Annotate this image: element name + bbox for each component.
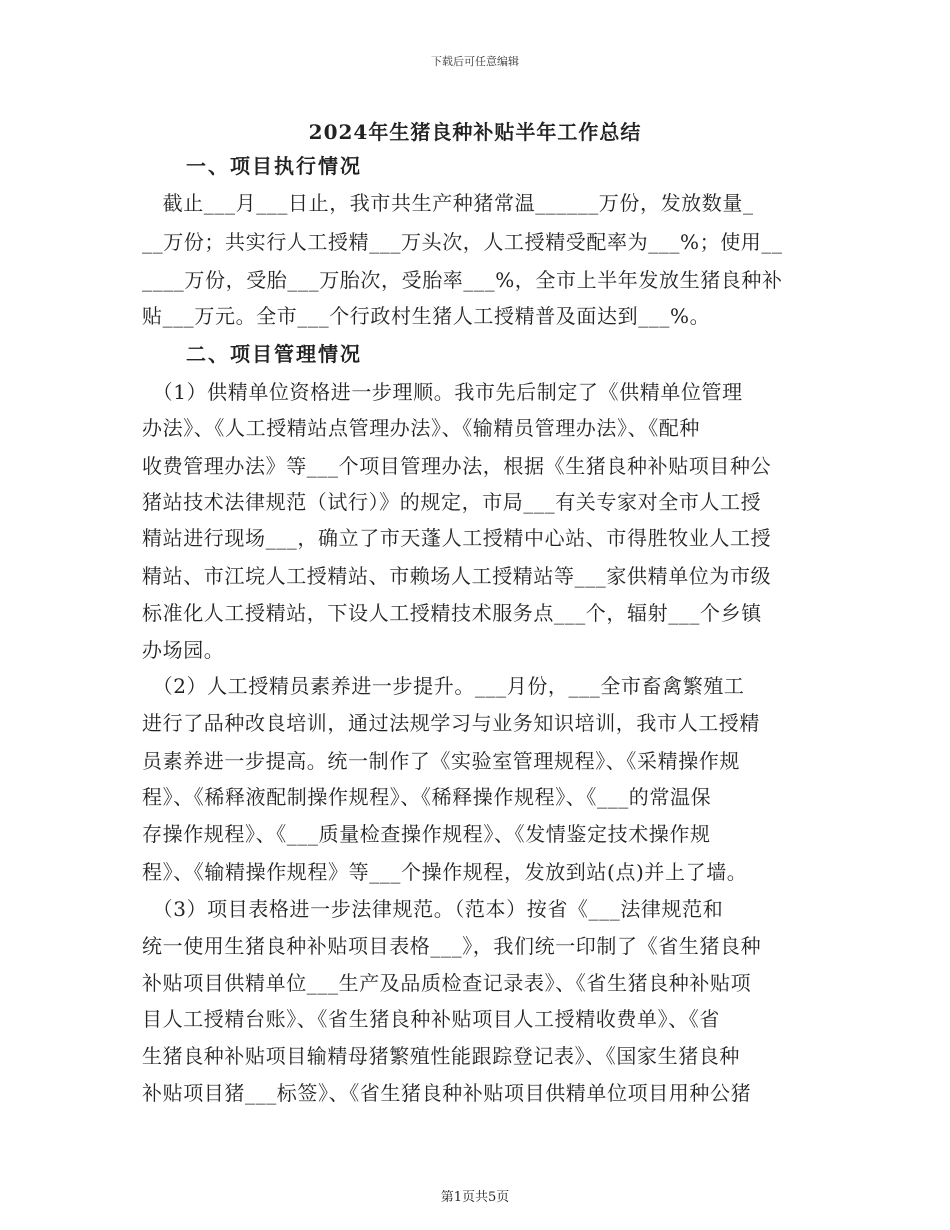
paragraph-line: 办场园。 bbox=[142, 638, 225, 662]
header-note: 下载后可任意编辑 bbox=[431, 55, 519, 68]
paragraph-line: 程》、《稀释液配制操作规程》、《稀释操作规程》、《___的常温保 bbox=[142, 785, 712, 809]
paragraph-line: ____万份，受胎___万胎次，受胎率___%，全市上半年发放生猪良种补 bbox=[142, 268, 783, 292]
paragraph-line: 精站进行现场___，确立了市天蓬人工授精中心站、市得胜牧业人工授 bbox=[142, 526, 772, 550]
page-number-footer: 第1页共5页 bbox=[440, 1190, 510, 1205]
paragraph-line: 统一使用生猪良种补贴项目表格___》，我们统一印制了《省生猪良种 bbox=[142, 934, 762, 958]
section-heading-2: 二、项目管理情况 bbox=[186, 342, 362, 366]
paragraph-line: 精站、市江垸人工授精站、市赖场人工授精站等___家供精单位为市级 bbox=[142, 564, 772, 588]
paragraph-line: 程》、《输精操作规程》等___个操作规程，发放到站(点)并上了墙。 bbox=[142, 860, 748, 884]
paragraph-line: 进行了品种改良培训，通过法规学习与业务知识培训，我市人工授精 bbox=[142, 711, 760, 735]
paragraph-line: 截止___月___日止，我市共生产种猪常温______万份，发放数量_ bbox=[142, 191, 754, 215]
document-title: 2024年生猪良种补贴半年工作总结 bbox=[308, 120, 642, 144]
paragraph-line: __万份；共实行人工授精___万头次，人工授精受配率为___%；使用__ bbox=[142, 230, 783, 254]
paragraph-line: 补贴项目供精单位___生产及品质检查记录表》、《省生猪良种补贴项 bbox=[142, 971, 752, 995]
paragraph-line: 补贴项目猪___标签》、《省生猪良种补贴项目供精单位项目用种公猪 bbox=[142, 1081, 752, 1105]
paragraph-line: 收费管理办法》等___个项目管理办法，根据《生猪良种补贴项目种公 bbox=[142, 454, 772, 478]
paragraph-line: （2）人工授精员素养进一步提升。___月份，___全市畜禽繁殖工 bbox=[142, 674, 745, 698]
paragraph-line: 猪站技术法律规范（试行）》的规定，市局___有关专家对全市人工授 bbox=[142, 490, 762, 514]
paragraph-line: 目人工授精台账》、《省生猪良种补贴项目人工授精收费单》、《省 bbox=[142, 1007, 720, 1031]
paragraph-line: 贴___万元。全市___个行政村生猪人工授精普及面达到___%。 bbox=[142, 304, 711, 328]
paragraph-line: 员素养进一步提高。统一制作了《实验室管理规程》、《采精操作规 bbox=[142, 749, 740, 773]
paragraph-line: 办法》、《人工授精站点管理办法》、《输精员管理办法》、《配种 bbox=[142, 416, 700, 440]
paragraph-line: （3）项目表格进一步法律规范。（范本）按省《___法律规范和 bbox=[142, 897, 724, 921]
paragraph-line: （1）供精单位资格进一步理顺。我市先后制定了《供精单位管理 bbox=[142, 380, 743, 404]
paragraph-line: 生猪良种补贴项目输精母猪繁殖性能跟踪登记表》、《国家生猪良种 bbox=[142, 1044, 740, 1068]
paragraph-line: 存操作规程》、《___质量检查操作规程》、《发情鉴定技术操作规 bbox=[142, 822, 711, 846]
paragraph-line: 标准化人工授精站，下设人工授精技术服务点___个，辐射___个乡镇 bbox=[142, 601, 762, 625]
section-heading-1: 一、项目执行情况 bbox=[186, 154, 362, 178]
